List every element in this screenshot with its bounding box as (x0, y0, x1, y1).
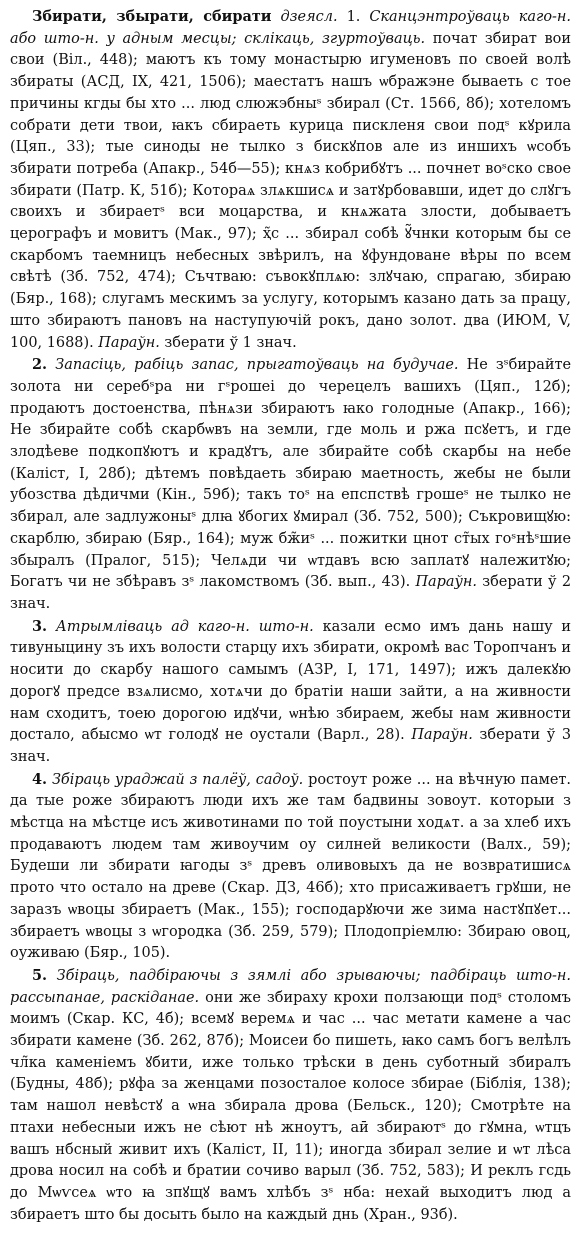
sense-4 (10, 769, 571, 965)
part-of-speech: дзеясл. (280, 9, 338, 25)
sense-number: 4. (32, 770, 48, 788)
sense-definition: Сканцэнтроўваць каго-н. або што-н. у адным месцы; склікаць, згуртоўваць. (10, 9, 571, 47)
usage-reference: зберати ў 3 знач. (10, 727, 572, 765)
sense-citations: казали есмо имъ дань нашу и тивуныцину зъ ихъ волости старцу ихъ збирати, окромѣ вас Торопчанъ и носити до скарбу нашого самымъ (АЗР, I, 171, 1497); ижъ далекꙋю дорогꙋ предсе взѧлисмо, хотѧчи до братіи наши зайти, а на живности нам сходитъ, тоею дорогою идꙋчи, ѡнѣю збираем, жебы нам живности достало, абысмо ѡт голодꙋ не оустали (Варл., 28). (10, 618, 572, 744)
usage-reference: зберати ў 1 знач. (164, 334, 297, 351)
sense-citations: ростоут роже ... на вѣчную памет. да тые роже збираютъ люди ихъ же там бадвины зовоут. которыи з мѣстца на мѣстце исъ животинами по той поустыни ходѧт. а за хлеб ихъ продаваютъ людем там живоучим оу силней великости (Валх., 59); Будеши ли збирати ꙗгоды зˢ древъ оливовыхъ да не возвратишисѧ прото что остало на древе (Скар. ДЗ, 46б); хто присаживаетъ грꙋши, не заразъ ѡвоцы збираетъ (Мак., 155); господарꙋючи же зима настꙋпꙋет... збираетъ ѡвоцы з ѡгородка (Зб. 259, 579); Плодопріемлю: Збираю овоц, оуживаю (Бяр., 105). (10, 771, 571, 962)
sense-definition: Атрымліваць ад каго-н. што-н. (55, 618, 314, 635)
sense-number: 2. (32, 356, 48, 374)
sense-number: 3. (32, 617, 48, 635)
usage-label: Параўн. (411, 727, 473, 744)
sense-definition: Збіраць ураджай з палёў, садоў. (51, 771, 304, 788)
sense-5 (10, 965, 571, 1226)
sense-citations: почат збират вои свои (Віл., 448); маютъ къ тому монастырю игуменовъ по своей волѣ збираты (АСД, IX, 421, 1506); маестатъ нашъ ѡбражэне бываеть с тое причины кгды бы хто ... люд слюжэбныˢ збирал (Ст. 1566, 8б); хотеломъ собрати дети твои, ꙗкъ сбираеть курица пискленя свои подˢ кꙋрила (Цяп., 33); тые синоды не тылко з бискꙋпов але из иншихъ ѡсобъ збирати потреба (Апакр., 54б—55); кнѧз кобрибꙋтъ ... почнет воˢско свое збирати (Патр. К, 51б); Котораѧ злѧкшисѧ и затꙋрбовавши, идет до слꙋгъ своихъ и збираетˢ вси моцарства, и кнѧжата злости, добываетъ церографъ и мовитъ (Мак., 97); ҳ̃с ... збирал собѣ ꙋ̃чнки которым бы се скарбомъ таемницъ небесных звѣрилъ, на ꙋфундоване вѣры по всем свѣтѣ (Зб. 752, 474); Съчтваю: съвокꙋплѧю: злꙋчаю, спрагаю, збираю (Бяр., 168); слугамъ мескимъ за услугу, которымъ казано дать за працу, што збираютъ пановъ на наступуючій рокъ, дано золот. два (ИЮМ, V, 100, 1688). (10, 30, 571, 351)
sense-3 (10, 616, 571, 769)
usage-reference: зберати ў 2 знач. (10, 574, 571, 612)
sense-citations: Не зˢбирайте золота ни серебˢра ни гˢрошеі до черецелъ вашихъ (Цяп., 12б); продаютъ достоенства, пѣнѧзи збираютъ ꙗко голодные (Апакр., 166); Не збирайте собѣ скарбѡвъ на земли, где моль и ржа псꙋетъ, и где злодѣеве подкопꙋютъ и крадꙋтъ, але збирайте собѣ скарбы на небе (Каліст, I, 28б); дѣтемъ повѣдаеть збираю маетность, жебы не были убозства дѣдичми (Кін., 59б); такъ тоˢ на епспствѣ грошеˢ не тылко не збирал, але задлужоныˢ длꙗ ꙋбогих ꙋмирал (Зб. 752, 500); Съкровищꙋю: скарблю, збираю (Бяр., 164); муж бж̃иˢ ... пожитки цнот ст̃ых гоˢнѣˢшие збыралъ (Пралог, 515); Челѧди чи ѡтдавъ всю заплатꙋ належитꙋю; Богатъ чи не збѣравъ зˢ лакомствомъ (Зб. вып., 43). (10, 357, 571, 591)
sense-2 (10, 354, 571, 615)
sense-1 (10, 6, 571, 354)
sense-number: 5. (32, 966, 48, 984)
sense-citations: они же збираху крохи ползающи подˢ столомъ моимъ (Скар. КС, 4б); всемꙋ веремѧ и час ... час метати камене а час збирати камене (Зб. 262, 87б); Моисеи бо пишеть, ꙗко самъ богъ велѣлъ чл̃ка каменіемъ ꙋбити, иже только трѣски в день суботный збиралъ (Будны, 48б); рꙋфа за женцами позосталое колосе збирае (Біблія, 138); там нашол невѣстꙋ а ѡна збирала дрова (Бельск., 120); Смотрѣте на птахи небесныи ижъ не сѣют нѣ жноутъ, аӣ збираютˢ до гꙋмна, ѡтцъ вашъ нбсный живит ихъ (Каліст, II, 11); иногда збирал зелие и ѡт лѣса дрова носил на собѣ и братии сочиво варыл (Зб. 752, 583); И реклъ гсдь до Мѡѵсеѧ ѡто ꙗ зпꙋщꙋ вамъ хлѣбъ зˢ нба: нехай выходитъ люд а збираетъ што бы досыть было на каждый днь (Хран., 93б). (10, 989, 571, 1223)
usage-label: Параўн. (98, 334, 160, 351)
sense-definition: Збіраць, падбіраючы з зямлі або зрываючы; падбіраць што-н. рассыпанае, раскіданае. (10, 967, 571, 1006)
headword: Збирати, збырати, сбирати (32, 8, 272, 25)
sense-number: 1. (346, 9, 361, 25)
usage-label: Параўн. (415, 574, 477, 591)
sense-definition: Запасіць, рабіць запас, прыгатоўваць на будучае. (55, 357, 459, 374)
